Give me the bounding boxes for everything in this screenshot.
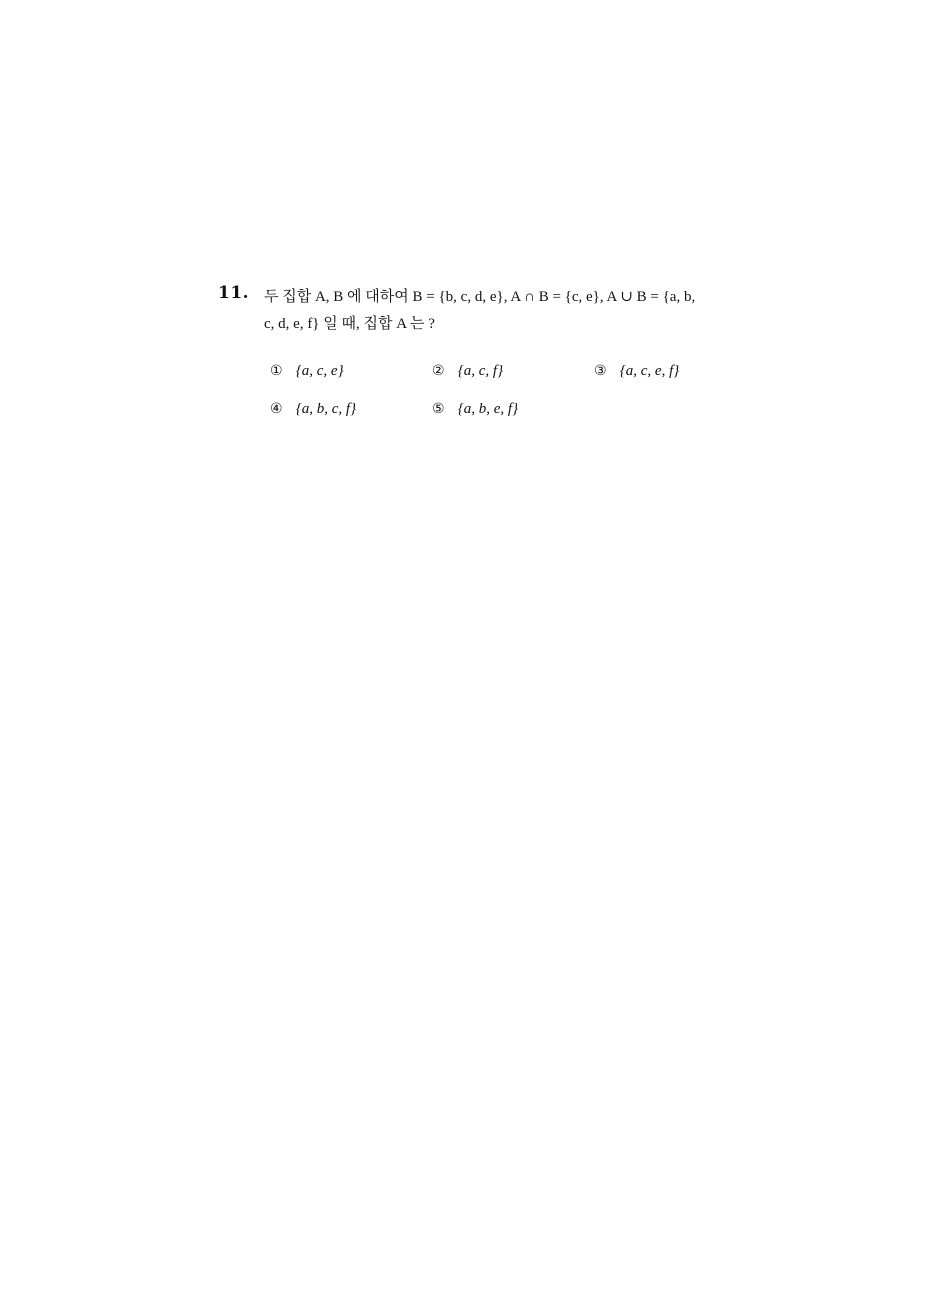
choice-4-mark: ④ [270, 401, 283, 417]
question-text-line-2: c, d, e, f} 일 때, 집합 A 는 ? [264, 316, 435, 332]
choice-3-text: {a, c, e, f} [619, 363, 680, 379]
choice-2-text: {a, c, f} [457, 363, 504, 379]
question-number: 11. [218, 283, 250, 303]
choice-2-mark: ② [432, 363, 445, 379]
choice-3-mark: ③ [594, 363, 607, 379]
question-text-line-1: 두 집합 A, B 에 대하여 B = {b, c, d, e}, A ∩ B = {c, e}, A ∪ B = {a, b, [264, 289, 696, 305]
choice-2[interactable] [432, 363, 503, 380]
choice-4-text: {a, b, c, f} [295, 401, 357, 417]
choice-1-text: {a, c, e} [295, 363, 344, 379]
choice-5-text: {a, b, e, f} [457, 401, 519, 417]
choice-5-mark: ⑤ [432, 401, 445, 417]
choice-3[interactable] [594, 363, 679, 380]
choice-5[interactable] [432, 401, 518, 418]
choice-4[interactable] [270, 401, 356, 418]
choice-1[interactable] [270, 363, 344, 380]
choice-1-mark: ① [270, 363, 283, 379]
